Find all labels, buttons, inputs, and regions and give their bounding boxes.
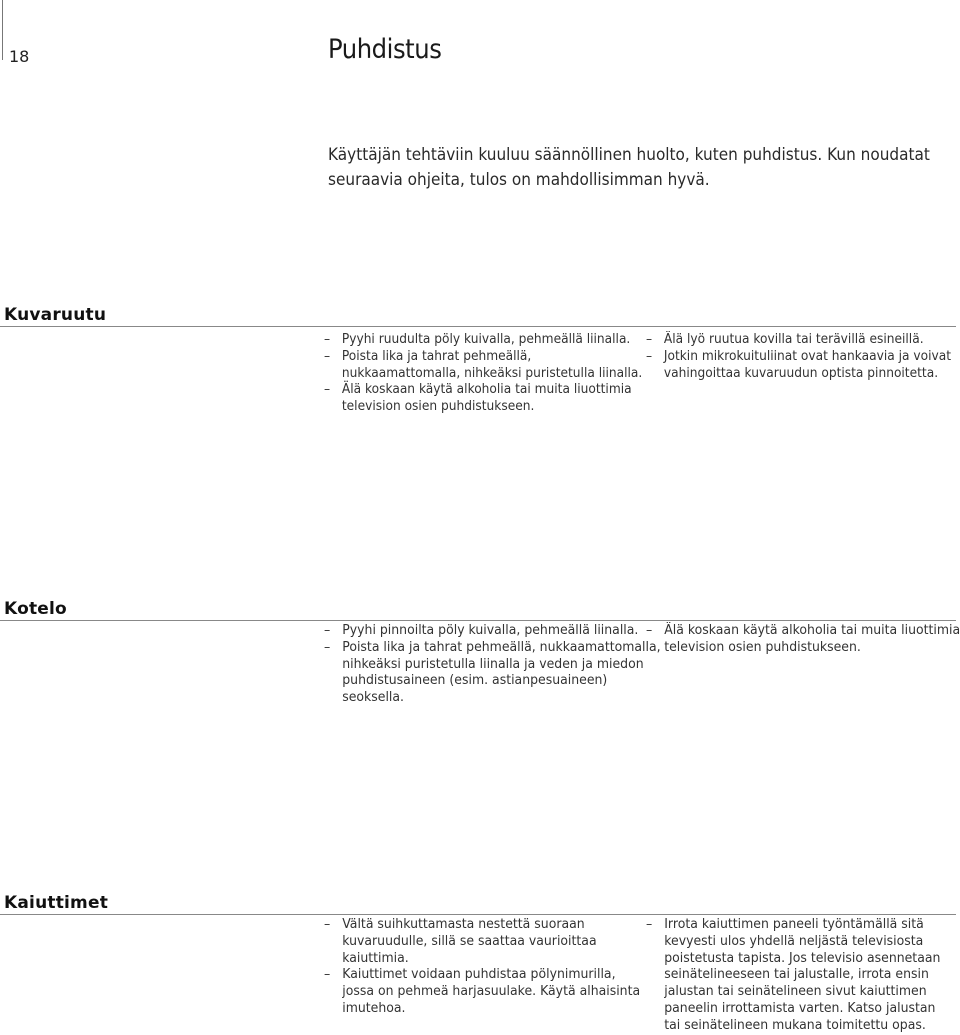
section-heading-kotelo: Kotelo	[4, 599, 67, 619]
list-item-text: seinätelineeseen tai jalustalle, irrota ensin	[664, 967, 929, 983]
section-divider	[0, 914, 956, 915]
list-item	[646, 917, 940, 1035]
kaiuttimet-left-column	[324, 917, 640, 1018]
list-item	[324, 349, 642, 383]
list-item	[324, 382, 642, 416]
list-item	[646, 332, 951, 349]
bullet-list	[324, 623, 661, 707]
page-number: 18	[9, 47, 30, 66]
list-item-text: kaiuttimia.	[342, 950, 409, 966]
list-item-text: – Irrota kaiuttimen paneeli työntämällä sitä	[664, 917, 924, 932]
kuvaruutu-left-column	[324, 332, 642, 416]
list-item-text: puhdistusaineen (esim. astianpesuaineen)	[342, 673, 608, 689]
list-item-text: jalustan tai seinätelineen sivut kaiuttimen	[664, 984, 927, 1000]
bullet-list	[324, 332, 642, 416]
list-item-text: – Älä koskaan käytä alkoholia tai muita liuottimia	[664, 623, 960, 638]
list-item-text: – Vältä suihkuttamasta nestettä suoraan	[342, 917, 585, 932]
section-divider	[0, 326, 956, 327]
list-item-text: – Pyyhi ruudulta pöly kuivalla, pehmeällä liinalla.	[341, 332, 631, 347]
bullet-list	[646, 917, 940, 1035]
kotelo-right-column	[646, 623, 960, 657]
kuvaruutu-right-column	[646, 332, 951, 382]
list-item	[646, 623, 960, 657]
kotelo-left-column	[324, 623, 661, 707]
list-item-text: poistetusta tapista. Jos televisio asennetaan	[664, 950, 941, 966]
list-item-text: television osien puhdistukseen.	[664, 639, 861, 655]
list-item	[646, 349, 951, 383]
list-item-text: – Älä lyö ruutua kovilla tai terävillä esineillä.	[663, 332, 924, 347]
bullet-list	[324, 917, 640, 1018]
bullet-list	[646, 332, 951, 382]
margin-rule	[2, 0, 3, 60]
bullet-list	[646, 623, 960, 657]
list-item-text: tai seinätelineen mukana toimitettu opas.	[664, 1017, 926, 1033]
list-item-text: kuvaruudulle, sillä se saattaa vaurioittaa	[342, 933, 597, 949]
list-item-text: nihkeäksi puristetulla liinalla ja veden ja miedon	[342, 656, 644, 672]
list-item	[324, 332, 642, 349]
list-item-text: jossa on pehmeä harjasuulake. Käytä alhaisinta	[342, 984, 641, 1000]
intro-paragraph	[328, 143, 940, 193]
section-heading-kuvaruutu: Kuvaruutu	[4, 305, 107, 325]
list-item-text: – Pyyhi pinnoilta pöly kuivalla, pehmeällä liinalla.	[342, 623, 639, 638]
list-item-text: kevyesti ulos yhdellä neljästä televisiosta	[664, 933, 924, 949]
list-item	[324, 967, 640, 1017]
list-item-text: nukkaamattomalla, nihkeäksi puristetulla liinalla.	[341, 365, 643, 381]
intro-line: Käyttäjän tehtäviin kuuluu säännöllinen huolto, kuten puhdistus. Kun noudatat	[328, 145, 930, 165]
page-title: Puhdistus	[328, 34, 442, 65]
kaiuttimet-right-column	[646, 917, 940, 1035]
list-item	[324, 623, 661, 640]
list-item	[324, 917, 640, 967]
intro-line: seuraavia ohjeita, tulos on mahdollisimman hyvä.	[328, 170, 710, 190]
list-item	[324, 640, 661, 707]
list-item-text: paneelin irrottamista varten. Katso jalustan	[664, 1000, 936, 1016]
list-item-text: imutehoa.	[342, 1000, 406, 1016]
list-item-text: – Jotkin mikrokuituliinat ovat hankaavia ja voivat	[663, 348, 951, 364]
list-item-text: television osien puhdistukseen.	[341, 399, 535, 415]
list-item-text: – Älä koskaan käytä alkoholia tai muita liuottimia	[341, 382, 632, 398]
list-item-text: – Poista lika ja tahrat pehmeällä, nukkaamattomalla,	[342, 639, 661, 655]
section-divider	[0, 620, 956, 621]
list-item-text: – Poista lika ja tahrat pehmeällä,	[341, 348, 532, 364]
list-item-text: – Kaiuttimet voidaan puhdistaa pölynimurilla,	[342, 967, 616, 983]
section-heading-kaiuttimet: Kaiuttimet	[4, 893, 109, 913]
list-item-text: seoksella.	[342, 690, 405, 706]
list-item-text: vahingoittaa kuvaruudun optista pinnoitetta.	[663, 365, 939, 381]
